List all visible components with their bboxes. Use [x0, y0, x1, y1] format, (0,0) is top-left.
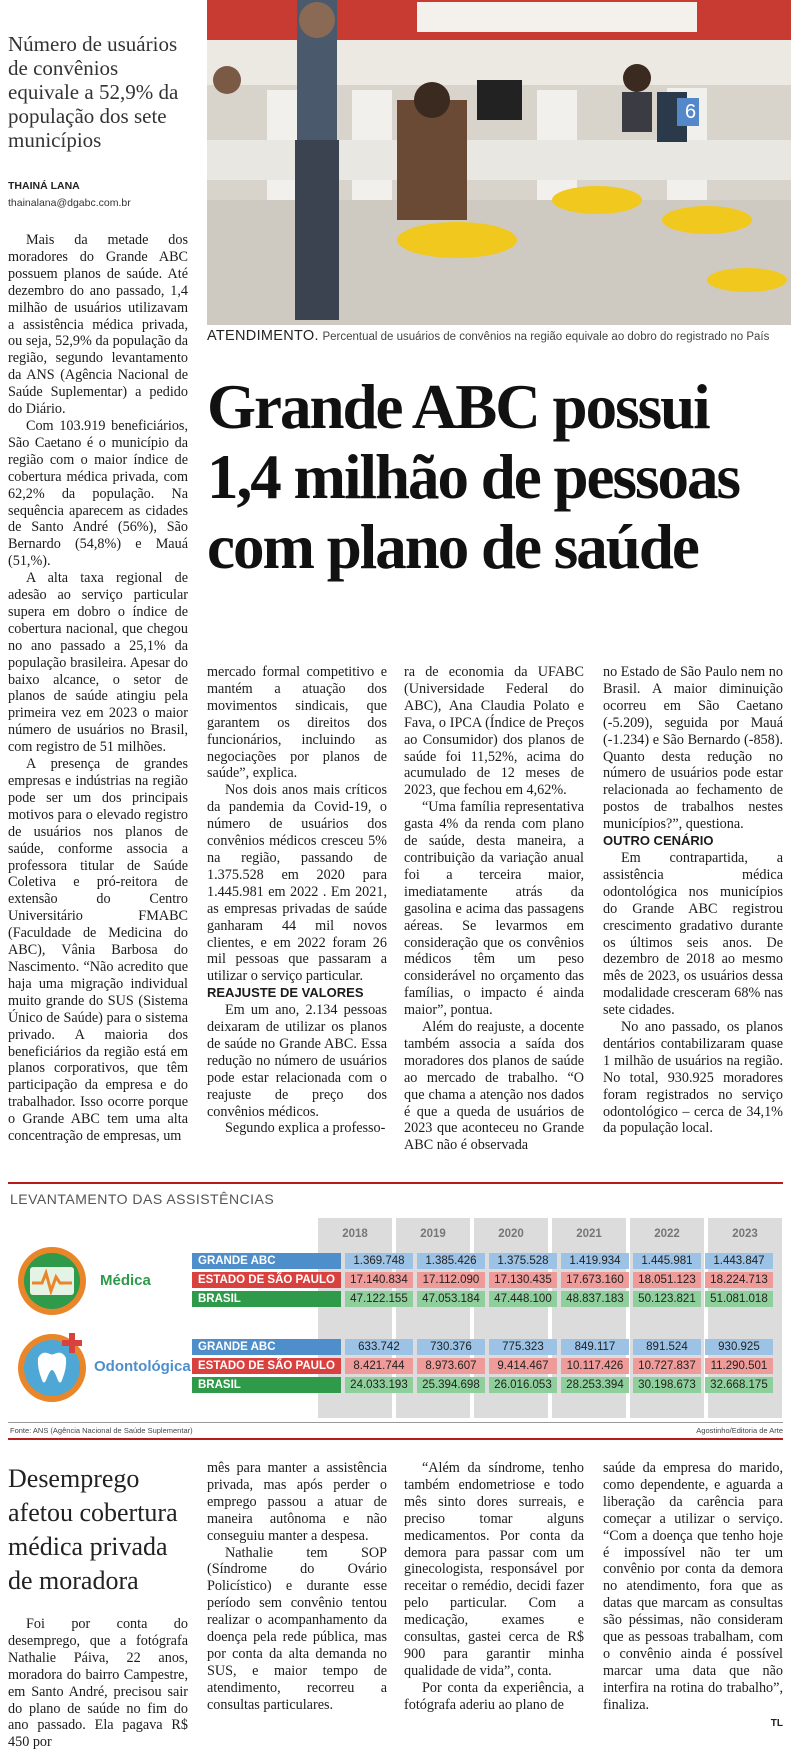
- row-label: GRANDE ABC: [192, 1339, 341, 1355]
- table-cell: 28.253.394: [561, 1377, 629, 1393]
- paragraph: Com 103.919 beneficiários, São Caetano é o município da região com o maior índice de cobertura médica privada, com 62,2% da população. Na sequência aparecem as cidades de Santo André (56%), São Bernardo (54,8%) e Mauá (51,%).: [8, 417, 188, 570]
- paragraph: Em um ano, 2.134 pessoas deixaram de utilizar os planos de saúde no Grande ABC. Essa redução no número de usuários pode estar relacionada com o reajuste de preço dos convênios médicos.: [207, 1002, 387, 1120]
- year-label: 2020: [498, 1228, 524, 1240]
- paragraph: Além do reajuste, a docente também associa a saída dos moradores dos planos de saúde ao mercado de trabalho. “O que chama a atenção nos dados é que a queda de usuários de 2023 que aconteceu no Grande ABC não é observada: [404, 1019, 584, 1154]
- subheading: OUTRO CENÁRIO: [603, 833, 714, 849]
- second-col-4: [603, 1460, 783, 1714]
- table-cell: 9.414.467: [489, 1358, 557, 1374]
- article-col-2: [207, 664, 387, 1137]
- table-cell: 18.051.123: [633, 1272, 701, 1288]
- article-col-1: [8, 232, 188, 1145]
- infographic-bottom-rule: [8, 1422, 783, 1423]
- paragraph: no Estado de São Paulo nem no Brasil. A maior diminuição ocorreu em São Caetano (-5.209), seguida por Mauá (-1.234) e São Bernardo (-858). Quanto desta redução no número de usuários pode estar relacionada ao fechamento de postos de trabalhos nestes municípios?”, questiona.: [603, 664, 783, 833]
- row-label: GRANDE ABC: [192, 1253, 341, 1269]
- table-cell: 10.117.426: [561, 1358, 629, 1374]
- table-cell: 8.421.744: [345, 1358, 413, 1374]
- row-label: ESTADO DE SÃO PAULO: [192, 1272, 341, 1288]
- table-row: [192, 1377, 773, 1393]
- table-cell: 32.668.175: [705, 1377, 773, 1393]
- article-col-4: [603, 664, 783, 1137]
- row-label: ESTADO DE SÃO PAULO: [192, 1358, 341, 1374]
- group-name-medica: Médica: [100, 1272, 151, 1289]
- paragraph: Por conta da experiência, a fotógrafa aderiu ao plano de: [404, 1679, 584, 1713]
- table-cell: 11.290.501: [705, 1358, 773, 1374]
- table-cell: 1.445.981: [633, 1253, 701, 1269]
- paragraph: saúde da empresa do marido, como dependente, e aguarda a liberação da carência para começar a utilizar o serviço. “Com a doença que tenho hoje é impossível não ter um convênio por conta da demora no atendimento, fora que as datas que marcam as consultas são péssimas, não consideram que as pessoas trabalham, com o convênio ainda é possível marcar uma data que não interfira na rotina do trabalho”, finaliza.: [603, 1460, 783, 1713]
- table-cell: 849.117: [561, 1339, 629, 1355]
- paragraph: A presença de grandes empresas e indústrias na região pode ser um dos principais motivos para o elevado registro de usuários nos planos de saúde, conforme associa a professora titular de Saúde Coletiva e pró-reitora de extensão do Centro Universitário FMABC (Faculdade de Medicina do ABC), Vânia Barbosa do Nascimento. “Não acredito que haja uma migração individual muito grande do SUS (Sistema Único de Saúde) para o sistema privado. A maioria dos beneficiários da região está em planos corporativos, que têm participação da empresa e do trabalhador. Isso ocorre porque o Grande ABC tem uma alta concentração de empresas, um: [8, 756, 188, 1145]
- infographic-credit: Agostinho/Editoria de Arte: [696, 1426, 783, 1435]
- table-cell: 633.742: [345, 1339, 413, 1355]
- footer-mark: TL: [770, 1718, 783, 1729]
- year-label: 2018: [342, 1228, 368, 1240]
- paragraph: mês para manter a assistência privada, mas após perder o emprego passou a atuar de maneira autônoma e não conseguiu manter a despesa.: [207, 1460, 387, 1544]
- paragraph: Foi por conta do desemprego, que a fotógrafa Nathalie Páiva, 22 anos, moradora do bairro Campestre, em Santo André, precisou sair do plano de saúde no fim do ano passado. Ela pagava R$ 450 por: [8, 1616, 188, 1751]
- year-label: 2021: [576, 1228, 602, 1240]
- infographic-top-rule: [8, 1182, 783, 1184]
- table-cell: 17.673.160: [561, 1272, 629, 1288]
- group-name-odontologica: Odontológica: [94, 1358, 191, 1375]
- year-label: 2023: [732, 1228, 758, 1240]
- subheading: REAJUSTE DE VALORES: [207, 985, 364, 1001]
- second-col-3: [404, 1460, 584, 1714]
- table-cell: 1.443.847: [705, 1253, 773, 1269]
- news-photo: [207, 0, 791, 325]
- paragraph: mercado formal competitivo e mantém a atuação dos movimentos sindicais, que garantem os direitos dos funcionários, incluindo as negociações por planos de saúde”, explica.: [207, 664, 387, 782]
- booth-number: 6: [685, 101, 697, 123]
- paragraph: A alta taxa regional de adesão ao serviço particular supera em dobro o índice de cobertura nacional, que chegou no ano passado a 25,1% da população brasileira. Apesar do baixo alcance, o setor de planos de saúde atingiu pela primeira vez em 2023 o maior número de usuários no Brasil, com registro de 51 milhões.: [8, 570, 188, 756]
- row-label: BRASIL: [192, 1377, 341, 1393]
- section-rule: [8, 1438, 783, 1440]
- paragraph: No ano passado, os planos dentários contabilizaram quase 1 milhão de usuários na região. No total, 930.925 moradores foram registrados no serviço odontológico – cerca de 34,1% da população local.: [603, 1019, 783, 1137]
- table-cell: 1.375.528: [489, 1253, 557, 1269]
- table-cell: 47.448.100: [489, 1291, 557, 1307]
- table-cell: 47.122.155: [345, 1291, 413, 1307]
- second-headline: Desemprego afetou cobertura médica privada de moradora: [8, 1464, 178, 1595]
- infographic-source: Fonte: ANS (Agência Nacional de Saúde Suplementar): [10, 1426, 193, 1435]
- table-cell: 24.033.193: [345, 1377, 413, 1393]
- table-cell: 47.053.184: [417, 1291, 485, 1307]
- tooth-icon: [12, 1330, 92, 1404]
- table-cell: 25.394.698: [417, 1377, 485, 1393]
- row-label: BRASIL: [192, 1291, 341, 1307]
- byline-author: THAINÁ LANA: [8, 180, 80, 192]
- data-table: [188, 1250, 777, 1310]
- data-table: [188, 1336, 777, 1396]
- caption-label: ATENDIMENTO.: [207, 328, 319, 344]
- table-cell: 17.140.834: [345, 1272, 413, 1288]
- table-row: [192, 1358, 773, 1374]
- table-cell: 1.385.426: [417, 1253, 485, 1269]
- table-cell: 1.419.934: [561, 1253, 629, 1269]
- paragraph: “Além da síndrome, tenho também endometriose e todo mês sinto dores surreais, e preciso tomar alguns medicamentos. Por conta da demora para passar com um ginecologista, responsável por receitar o remédio, decidi fazer pelo particular. Com a medicação, exames e consultas, gastei cerca de R$ 900 para garantir minha qualidade de vida”, conta.: [404, 1460, 584, 1679]
- headline: Grande ABC possui 1,4 milhão de pessoas com plano de saúde: [207, 372, 740, 582]
- table-cell: 730.376: [417, 1339, 485, 1355]
- table-cell: 50.123.821: [633, 1291, 701, 1307]
- table-cell: 930.925: [705, 1339, 773, 1355]
- table-row: [192, 1291, 773, 1307]
- table-cell: 891.524: [633, 1339, 701, 1355]
- heart-monitor-icon: [12, 1245, 92, 1317]
- medica-icon-wrap: [12, 1245, 92, 1321]
- table-cell: 18.224.713: [705, 1272, 773, 1288]
- paragraph: Mais da metade dos moradores do Grande ABC possuem planos de saúde. Até dezembro do ano passado, 1,4 milhão de usuários utilizavam a assistência médica privada, ou seja, 52,9% da população da região, segundo levantamento da ANS (Agência Nacional de Saúde Suplementar) a pedido do Diário.: [8, 232, 188, 418]
- paragraph: “Uma família representativa gasta 4% da renda com plano de saúde, desta maneira, a contribuição da variação anual foi a terceira maior, imediatamente atrás da gasolina e acima das passagens aéreas. Se levarmos em consideração que os convênios médicos têm um peso considerável no orçamento das famílias, o impacto é ainda maior”, pontua.: [404, 799, 584, 1019]
- photo-caption: [207, 328, 791, 344]
- table-medica: [188, 1250, 777, 1310]
- year-header: [318, 1228, 782, 1240]
- infographic-title: LEVANTAMENTO DAS ASSISTÊNCIAS: [10, 1191, 275, 1207]
- table-row: [192, 1253, 773, 1269]
- year-label: 2022: [654, 1228, 680, 1240]
- table-cell: 51.081.018: [705, 1291, 773, 1307]
- table-cell: 1.369.748: [345, 1253, 413, 1269]
- table-row: [192, 1339, 773, 1355]
- table-row: [192, 1272, 773, 1288]
- table-cell: 17.130.435: [489, 1272, 557, 1288]
- table-cell: 48.837.183: [561, 1291, 629, 1307]
- year-label: 2019: [420, 1228, 446, 1240]
- paragraph: Segundo explica a professo-: [225, 1120, 386, 1137]
- paragraph: ra de economia da UFABC (Universidade Federal do ABC), Ana Claudia Polato e Fava, o IPCA (Índice de Preços ao Consumidor) dos planos de saúde foi 11,52%, acima do acumulado de 12 meses de 2023, que fechou em 4,62%.: [404, 664, 584, 799]
- caption-text: Percentual de usuários de convênios na região equivale ao dobro do registrado no País: [322, 331, 770, 343]
- paragraph: Em contrapartida, a assistência médica odontológica nos municípios do Grande ABC registrou crescimento gradativo durante os últimos seis anos. De dezembro de 2018 ao mesmo mês de 2023, os usuários dessa modalidade cresceram 68% nas sete cidades.: [603, 849, 783, 1019]
- table-cell: 775.323: [489, 1339, 557, 1355]
- table-cell: 10.727.837: [633, 1358, 701, 1374]
- paragraph: Nos dois anos mais críticos da pandemia da Covid-19, o número de usuários dos convênios médicos cresceu 5% na região, passando de 1.375.528 em 2020 para 1.445.981 em 2022 . Em 2021, as empresas privadas de saúde ganharam 44 mil novos clientes, e em 2022 foram 26 mil pessoas que passaram a utilizar o serviço particular.: [207, 782, 387, 985]
- odonto-icon-wrap: [12, 1330, 92, 1408]
- lead-summary: Número de usuários de convênios equivale a 52,9% da população dos sete municípios: [8, 32, 179, 152]
- second-col-1: [8, 1616, 188, 1751]
- article-col-3: [404, 664, 584, 1154]
- byline-email[interactable]: thainalana@dgabc.com.br: [8, 197, 131, 209]
- photo-illustration: [207, 0, 791, 325]
- second-col-2: [207, 1460, 387, 1714]
- table-cell: 8.973.607: [417, 1358, 485, 1374]
- table-cell: 30.198.673: [633, 1377, 701, 1393]
- table-odontologica: [188, 1336, 777, 1396]
- paragraph: Nathalie tem SOP (Síndrome do Ovário Policístico) e durante esse período sem convênio tentou realizar o acompanhamento da doença pela rede pública, mas por conta da alta demanda no SUS, e maior tempo de atendimento, recorreu a consultas particulares.: [207, 1544, 387, 1713]
- table-cell: 26.016.053: [489, 1377, 557, 1393]
- table-cell: 17.112.090: [417, 1272, 485, 1288]
